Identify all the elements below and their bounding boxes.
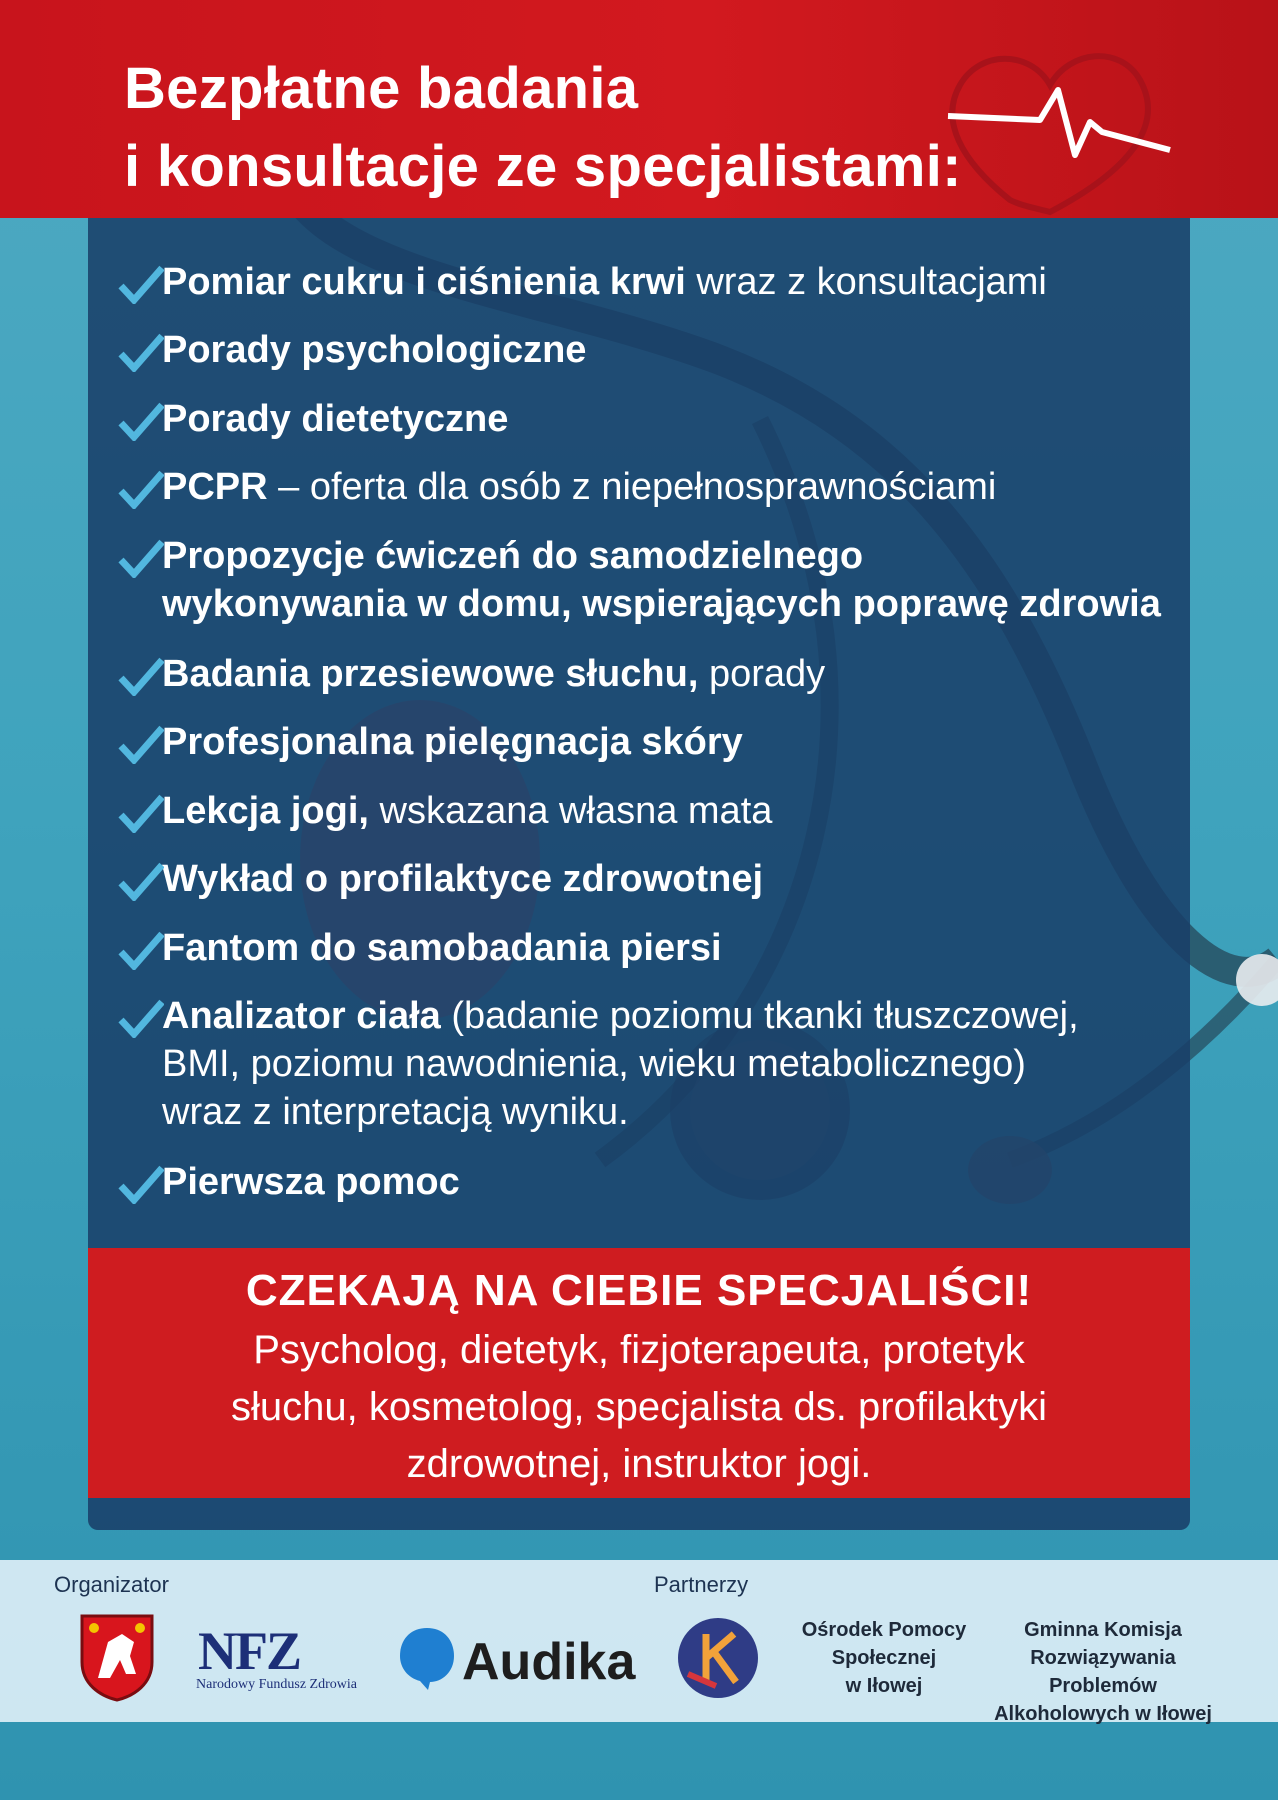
partners-label: Partnerzy bbox=[654, 1572, 749, 1597]
list-item bbox=[118, 787, 1178, 835]
specialists-line-2: słuchu, kosmetolog, specjalista ds. profilaktyki bbox=[231, 1385, 1047, 1429]
audika-speech-bubble-icon bbox=[398, 1626, 456, 1690]
list-item bbox=[118, 718, 1178, 766]
checkmark-icon bbox=[118, 469, 164, 509]
ops-line-3: w Iłowej bbox=[845, 1675, 923, 1697]
specialists-line-1: Psycholog, dietetyk, fizjoterapeuta, protetyk bbox=[253, 1328, 1025, 1372]
library-logo-icon bbox=[676, 1616, 780, 1700]
item-normal-text-line-3: wraz z interpretacją wyniku. bbox=[162, 1091, 629, 1133]
list-item bbox=[118, 258, 1178, 306]
specialists-heading: CZEKAJĄ NA CIEBIE SPECJALIŚCI! bbox=[245, 1266, 1033, 1315]
list-item bbox=[118, 395, 1178, 443]
item-bold-text: Porady dietetyczne bbox=[162, 398, 509, 440]
checkmark-icon bbox=[118, 656, 164, 696]
item-normal-text: – oferta dla osób z niepełnosprawnościami bbox=[267, 466, 997, 508]
item-bold-text: Pomiar cukru i ciśnienia krwi bbox=[162, 261, 686, 303]
item-bold-text: Propozycje ćwiczeń do samodzielnego bbox=[162, 535, 864, 577]
page-title bbox=[124, 50, 962, 206]
item-normal-text: (badanie poziomu tkanki tłuszczowej, bbox=[440, 995, 1079, 1037]
footer-logos bbox=[0, 1560, 1278, 1725]
checkmark-icon bbox=[118, 930, 164, 970]
checkmark-icon bbox=[118, 332, 164, 372]
title-line-2: i konsultacje ze specjalistami: bbox=[124, 134, 962, 199]
audika-logo: Audika bbox=[462, 1633, 636, 1691]
list-item bbox=[118, 326, 1178, 374]
checkmark-icon bbox=[118, 1164, 164, 1204]
list-item bbox=[118, 532, 1178, 628]
nfz-logo: NFZ bbox=[198, 1621, 300, 1681]
item-bold-text: Fantom do samobadania piersi bbox=[162, 927, 722, 969]
ops-line-2: Społecznej bbox=[831, 1647, 937, 1669]
heart-pulse-icon bbox=[940, 40, 1190, 220]
ops-logo-text bbox=[794, 1616, 974, 1700]
list-item bbox=[118, 855, 1178, 903]
checkmark-icon bbox=[118, 861, 164, 901]
specialists-list-text bbox=[128, 1322, 1150, 1493]
item-normal-text: wraz z konsultacjami bbox=[685, 261, 1047, 303]
services-panel bbox=[88, 218, 1190, 1530]
gkrpa-logo-text bbox=[978, 1616, 1228, 1728]
gkrpa-line-1: Gminna Komisja bbox=[1024, 1619, 1182, 1641]
item-bold-text: Lekcja jogi, bbox=[162, 790, 369, 832]
item-bold-text: Analizator ciała bbox=[162, 995, 441, 1037]
item-bold-text: Pierwsza pomoc bbox=[162, 1161, 460, 1203]
item-normal-text: porady bbox=[698, 653, 826, 695]
item-bold-text-line-2: wykonywania w domu, wspierających poprawę zdrowia bbox=[162, 583, 1161, 625]
item-bold-text: Wykład o profilaktyce zdrowotnej bbox=[162, 858, 764, 900]
list-item bbox=[118, 463, 1178, 511]
ops-line-1: Ośrodek Pomocy bbox=[801, 1619, 967, 1641]
checkmark-icon bbox=[118, 793, 164, 833]
list-item bbox=[118, 1158, 1178, 1206]
specialists-line-3: zdrowotnej, instruktor jogi. bbox=[406, 1442, 872, 1486]
item-bold-text: PCPR bbox=[162, 466, 268, 508]
checkmark-icon bbox=[118, 264, 164, 304]
item-normal-text: wskazana własna mata bbox=[368, 790, 773, 832]
checkmark-icon bbox=[118, 998, 164, 1038]
title-line-1: Bezpłatne badania bbox=[124, 56, 639, 121]
checkmark-icon bbox=[118, 724, 164, 764]
gkrpa-line-3: Alkoholowych w Iłowej bbox=[994, 1703, 1212, 1725]
coat-of-arms-icon bbox=[78, 1612, 156, 1702]
nfz-subtitle: Narodowy Fundusz Zdrowia bbox=[196, 1677, 357, 1692]
organizer-label: Organizator bbox=[54, 1572, 169, 1597]
list-item bbox=[118, 650, 1178, 698]
gkrpa-line-2: Rozwiązywania Problemów bbox=[1030, 1647, 1176, 1697]
header-banner bbox=[0, 0, 1278, 218]
list-item bbox=[118, 992, 1178, 1136]
item-normal-text-line-2: BMI, poziomu nawodnienia, wieku metabolicznego) bbox=[162, 1043, 1026, 1085]
checkmark-icon bbox=[118, 401, 164, 441]
list-item bbox=[118, 924, 1178, 972]
item-bold-text: Badania przesiewowe słuchu, bbox=[162, 653, 699, 695]
specialists-banner bbox=[88, 1248, 1190, 1498]
item-bold-text: Profesjonalna pielęgnacja skóry bbox=[162, 721, 743, 763]
item-bold-text: Porady psychologiczne bbox=[162, 329, 587, 371]
checkmark-icon bbox=[118, 538, 164, 578]
